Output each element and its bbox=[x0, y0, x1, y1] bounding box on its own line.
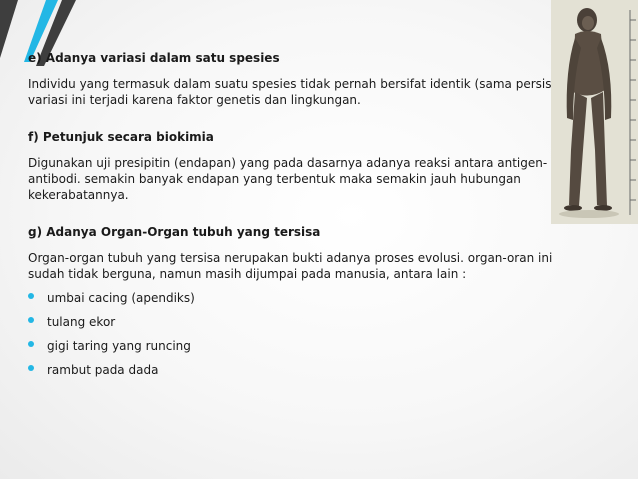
section-heading-g: g) Adanya Organ-Organ tubuh yang tersisa bbox=[28, 225, 321, 239]
list-item bbox=[28, 312, 568, 336]
list-item bbox=[28, 288, 568, 312]
section-body-f: Digunakan uji presipitin (endapan) yang pada dasarnya adanya reaksi antara antigen- antibodi. semakin banyak endapan yang terbentuk maka semakin jauh hubungan kekerabatannya. bbox=[28, 156, 548, 202]
section-body-e: Individu yang termasuk dalam suatu spesies tidak pernah bersifat identik (sama persis variasi ini terjadi karena faktor genetis dan lingkungan. bbox=[28, 77, 552, 107]
bullet-dot-icon bbox=[28, 341, 34, 347]
bullet-dot-icon bbox=[28, 293, 34, 299]
list-item-text: gigi taring yang runcing bbox=[47, 339, 191, 353]
bullet-dot-icon bbox=[28, 317, 34, 323]
list-item-text: umbai cacing (apendiks) bbox=[47, 291, 195, 305]
list-item-text: tulang ekor bbox=[47, 315, 116, 329]
section-heading-e: e) Adanya variasi dalam satu spesies bbox=[28, 51, 280, 65]
list-item-text: rambut pada dada bbox=[47, 363, 159, 377]
list-item bbox=[28, 336, 568, 360]
list-item bbox=[28, 360, 568, 384]
section-body-g: Organ-organ tubuh yang tersisa nerupakan bukti adanya proses evolusi. organ-oran ini sudah tidak berguna, namun masih dijumpai pada manusia, antara lain : bbox=[28, 251, 553, 281]
section-heading-f: f) Petunjuk secara biokimia bbox=[28, 130, 214, 144]
slide-content bbox=[28, 50, 568, 384]
bullet-dot-icon bbox=[28, 365, 34, 371]
bullet-list bbox=[28, 288, 568, 384]
